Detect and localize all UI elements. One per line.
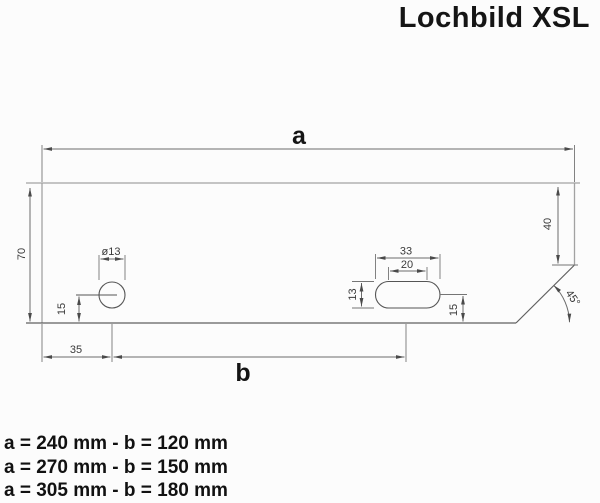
dim-diameter-13 bbox=[99, 246, 125, 280]
dim-20-slot bbox=[389, 259, 428, 280]
dim-a-label: a bbox=[292, 122, 306, 150]
dim-angle-45 bbox=[554, 285, 583, 322]
dim-35 bbox=[42, 324, 112, 362]
page-title: Lochbild XSL bbox=[398, 2, 590, 34]
dim-diameter-label: ø13 bbox=[101, 246, 121, 258]
dim-13-label: 13 bbox=[347, 288, 359, 301]
dim-20-label: 20 bbox=[400, 259, 414, 271]
dim-40-label: 40 bbox=[542, 217, 554, 231]
size-option-row: a = 240 mm - b = 120 mm bbox=[4, 433, 228, 454]
slot-hole bbox=[376, 282, 441, 309]
dim-15-slot-label: 15 bbox=[448, 303, 460, 317]
dim-angle-label: 45° bbox=[562, 288, 583, 309]
dim-b-label: b bbox=[235, 359, 251, 387]
size-option-row: a = 270 mm - b = 150 mm bbox=[4, 456, 228, 478]
dim-13-slot bbox=[347, 282, 374, 309]
dim-a bbox=[42, 122, 575, 182]
size-table bbox=[4, 432, 228, 503]
dim-33-label: 33 bbox=[399, 245, 413, 258]
dim-15-hole bbox=[56, 297, 79, 322]
dim-b bbox=[114, 324, 407, 387]
dim-70-label: 70 bbox=[16, 247, 28, 261]
dim-40 bbox=[542, 187, 578, 265]
dim-35-label: 35 bbox=[69, 344, 83, 356]
dim-70 bbox=[16, 188, 30, 322]
size-option-row: a = 305 mm - b = 180 mm bbox=[4, 480, 228, 501]
dim-15-slot bbox=[440, 295, 467, 322]
dim-15-hole-label: 15 bbox=[56, 302, 68, 316]
